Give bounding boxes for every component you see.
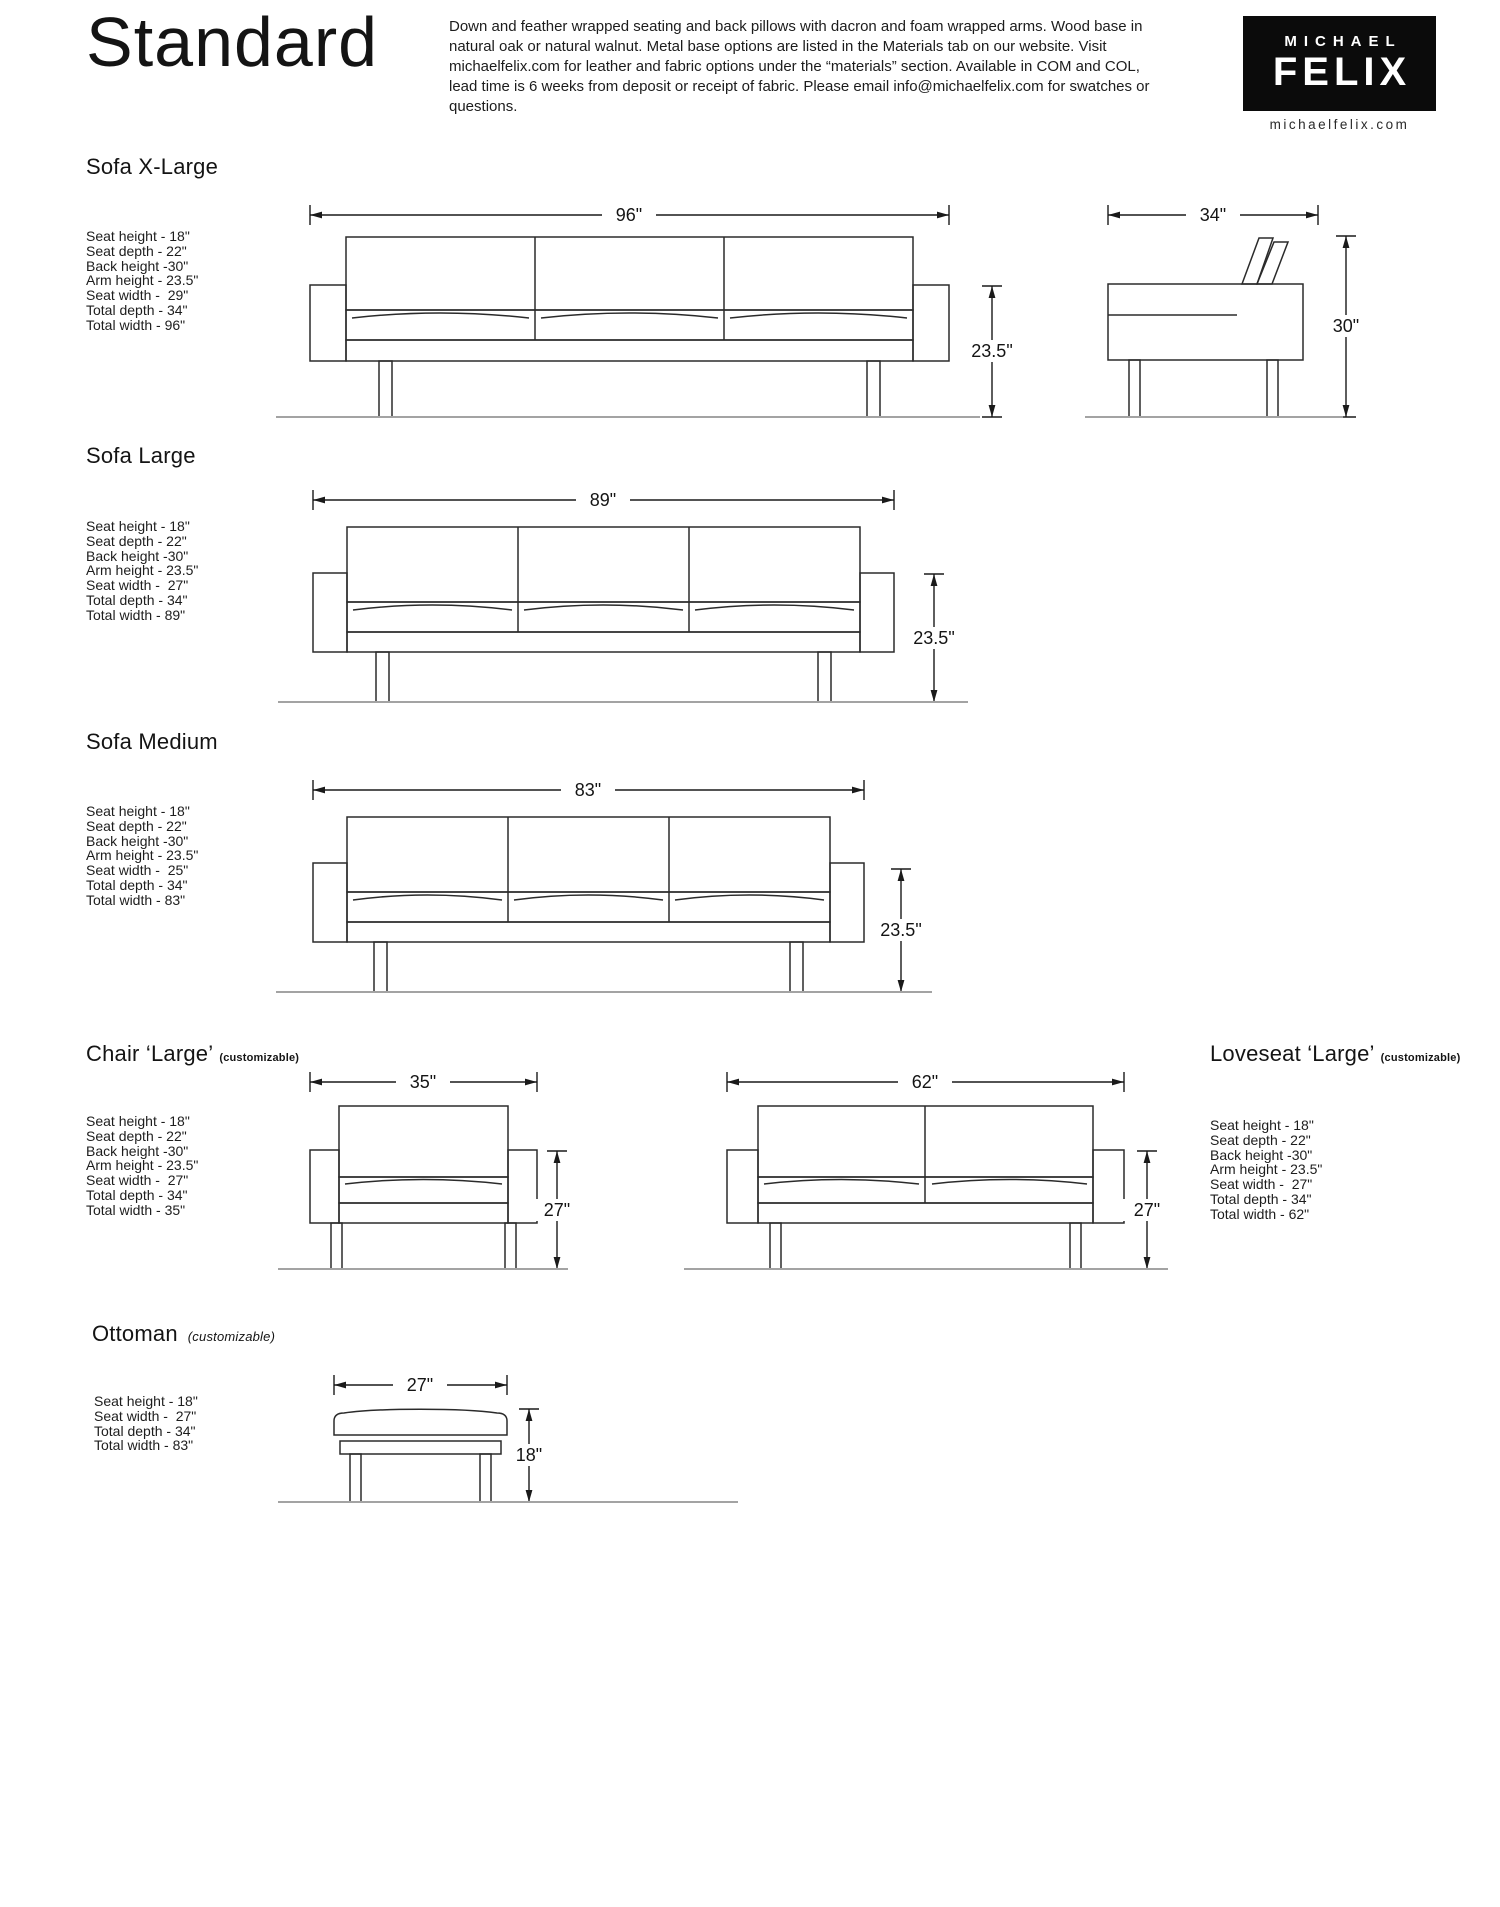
ground-line-chair	[278, 1268, 568, 1270]
spec-line: Seat width - 27"	[86, 1172, 189, 1189]
chair-customizable-label: (customizable)	[219, 1052, 300, 1064]
sofa-large-specs	[86, 519, 198, 623]
section-heading-sofa-medium: Sofa Medium	[86, 729, 218, 754]
dim-label-medium-width: 83"	[574, 780, 602, 800]
ground-line-large	[278, 701, 968, 703]
dim-label-xl-height: 30"	[1332, 316, 1360, 336]
spec-line: Seat depth - 22"	[86, 532, 187, 549]
section-heading-chair	[86, 1041, 299, 1067]
spec-line: Seat depth - 22"	[86, 817, 187, 834]
dim-sofa-medium-arm-height	[866, 868, 936, 993]
loveseat-specs	[1210, 1118, 1322, 1222]
spec-line: Back height -30"	[86, 832, 189, 849]
sofa-xl-specs	[86, 229, 198, 333]
spec-line: Total depth - 34"	[94, 1422, 196, 1439]
loveseat-heading-text: Loveseat ‘Large’	[1210, 1041, 1375, 1066]
dim-label-loveseat-width: 62"	[911, 1072, 939, 1092]
loveseat-front-drawing	[726, 1105, 1125, 1270]
ground-line-xl-side	[1085, 416, 1343, 418]
loveseat-customizable-label: (customizable)	[1380, 1052, 1461, 1064]
spec-line: Seat height - 18"	[1210, 1117, 1314, 1133]
spec-line: Seat depth - 22"	[86, 242, 187, 259]
page-title: Standard	[86, 3, 379, 81]
section-heading-sofa-xl: Sofa X-Large	[86, 154, 219, 179]
section-heading-sofa-large: Sofa Large	[86, 443, 196, 468]
spec-line: Seat width - 27"	[86, 577, 189, 594]
sofa-large-front-drawing	[312, 526, 895, 703]
dim-label-chair-height: 27"	[543, 1200, 571, 1220]
spec-line: Back height -30"	[86, 1142, 189, 1159]
spec-line: Seat height - 18"	[86, 1113, 190, 1129]
logo-michael-text: MICHAEL	[1284, 33, 1402, 50]
spec-line: Arm height - 23.5"	[86, 847, 199, 864]
spec-line: Arm height - 23.5"	[86, 1157, 199, 1174]
ottoman-customizable-label: (customizable)	[187, 1329, 276, 1344]
dim-sofa-xl-height	[1311, 235, 1381, 418]
spec-line: Total depth - 34"	[86, 876, 188, 893]
spec-line: Seat width - 27"	[1210, 1176, 1313, 1193]
spec-line: Total width - 83"	[86, 891, 186, 908]
ottoman-heading-text: Ottoman	[92, 1321, 178, 1346]
spec-line: Seat depth - 22"	[1210, 1131, 1311, 1148]
dim-label-ottoman-width: 27"	[406, 1375, 434, 1395]
dim-label-xl-depth: 34"	[1199, 205, 1227, 225]
dim-label-large-width: 89"	[589, 490, 617, 510]
brand-logo	[1243, 16, 1436, 111]
logo-felix-text: FELIX	[1272, 50, 1412, 94]
ground-line-loveseat	[684, 1268, 1168, 1270]
spec-line: Seat width - 29"	[86, 287, 189, 304]
dim-chair-height	[522, 1150, 592, 1270]
sofa-xl-front-drawing	[309, 236, 950, 418]
dim-sofa-large-width	[312, 487, 895, 513]
dim-sofa-medium-width	[312, 777, 865, 803]
spec-line: Arm height - 23.5"	[86, 562, 199, 579]
spec-line: Seat depth - 22"	[86, 1127, 187, 1144]
ottoman-specs	[94, 1394, 198, 1453]
product-description: Down and feather wrapped seating and back pillows with dacron and foam wrapped arms. Wood base in natural oak or natural walnut. Metal base options are listed in the Materials tab on our website. Visit michaelfelix.com for leather and fabric options under the “materials” section. Available in COM and COL, lead time is 6 weeks from deposit or receipt of fabric. Please email info@michaelfelix.com for swatches or questions.	[449, 18, 1150, 116]
spec-line: Total width - 35"	[86, 1201, 186, 1218]
dim-label-ottoman-height: 18"	[515, 1445, 543, 1465]
ground-line-medium	[276, 991, 932, 993]
section-heading-loveseat	[1210, 1041, 1460, 1067]
spec-line: Seat width - 27"	[94, 1407, 197, 1424]
spec-line: Seat height - 18"	[86, 518, 190, 534]
chair-specs	[86, 1114, 198, 1218]
sofa-medium-front-drawing	[312, 816, 865, 993]
sofa-medium-specs	[86, 804, 198, 908]
sofa-xl-side-drawing	[1107, 235, 1319, 418]
dim-loveseat-width	[726, 1069, 1125, 1095]
spec-line: Arm height - 23.5"	[86, 272, 199, 289]
website-url: michaelfelix.com	[1269, 117, 1410, 132]
chair-heading-text: Chair ‘Large’	[86, 1041, 214, 1066]
spec-line: Total width - 62"	[1210, 1205, 1310, 1222]
spec-line: Total width - 83"	[94, 1437, 194, 1454]
dim-sofa-xl-depth	[1107, 202, 1319, 228]
spec-line: Total depth - 34"	[86, 1186, 188, 1203]
spec-line: Total width - 89"	[86, 606, 186, 623]
dim-ottoman-width	[333, 1372, 508, 1398]
dim-loveseat-height	[1112, 1150, 1182, 1270]
spec-line: Seat height - 18"	[86, 228, 190, 244]
dim-sofa-xl-width	[309, 202, 950, 228]
section-heading-ottoman	[92, 1321, 275, 1347]
spec-line: Seat height - 18"	[86, 803, 190, 819]
dim-chair-width	[309, 1069, 538, 1095]
dim-label-xl-width: 96"	[615, 205, 643, 225]
spec-line: Total width - 96"	[86, 316, 186, 333]
chair-front-drawing	[309, 1105, 538, 1270]
dim-label-xl-arm: 23.5"	[971, 341, 1013, 361]
ottoman-drawing	[333, 1408, 508, 1503]
dim-label-large-arm: 23.5"	[913, 628, 955, 648]
spec-line: Back height -30"	[1210, 1146, 1313, 1163]
spec-line: Back height -30"	[86, 547, 189, 564]
dim-label-chair-width: 35"	[409, 1072, 437, 1092]
ground-line-ottoman	[278, 1501, 738, 1503]
spec-line: Seat height - 18"	[94, 1393, 198, 1409]
spec-line: Seat width - 25"	[86, 862, 189, 879]
dim-sofa-xl-arm-height	[957, 285, 1027, 418]
dim-label-loveseat-height: 27"	[1133, 1200, 1161, 1220]
dim-sofa-large-arm-height	[899, 573, 969, 703]
spec-line: Total depth - 34"	[1210, 1190, 1312, 1207]
spec-line: Total depth - 34"	[86, 301, 188, 318]
spec-line: Total depth - 34"	[86, 591, 188, 608]
dim-ottoman-height	[494, 1408, 564, 1503]
spec-line: Arm height - 23.5"	[1210, 1161, 1323, 1178]
ground-line-xl-front	[276, 416, 980, 418]
dim-label-medium-arm: 23.5"	[880, 920, 922, 940]
spec-line: Back height -30"	[86, 257, 189, 274]
